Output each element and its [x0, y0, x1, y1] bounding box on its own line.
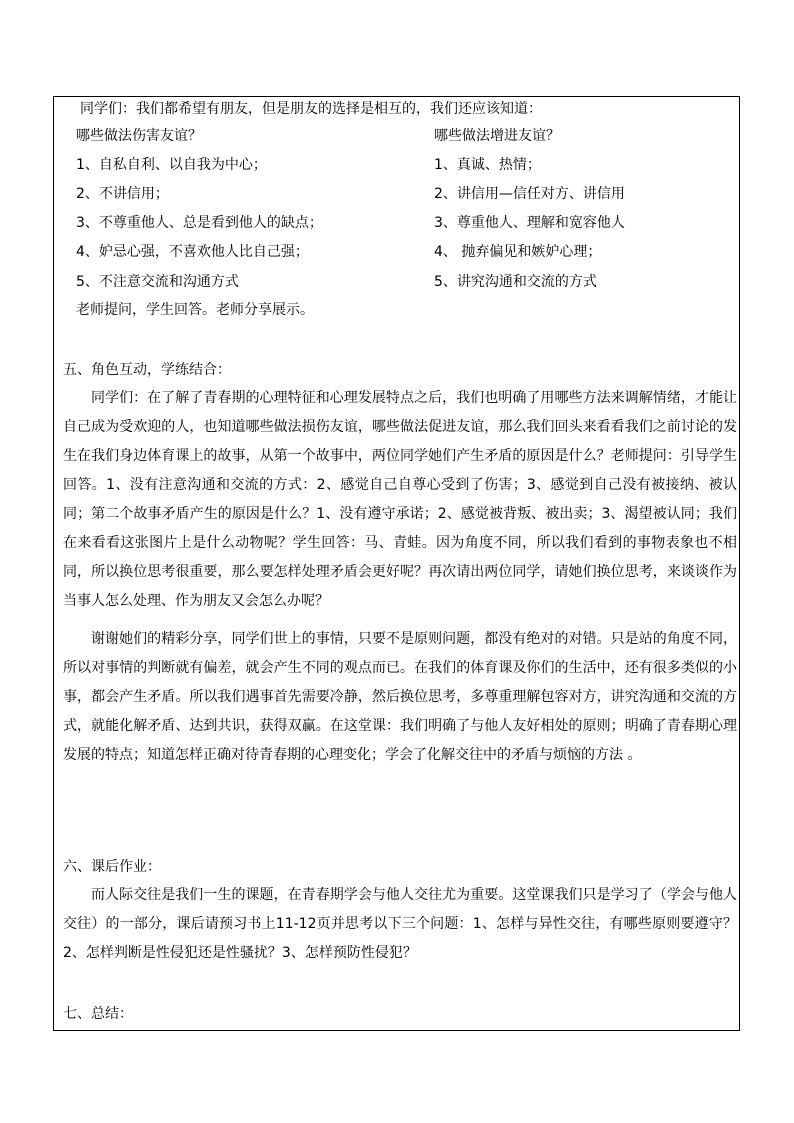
promote-item: 1、真诚、热情； [434, 157, 541, 173]
harm-title: 哪些做法伤害友谊？ [76, 128, 202, 144]
harm-item: 2、不讲信用； [76, 186, 169, 202]
section5-paragraph-1: 同学们：在了解了青春期的心理特征和心理发展特点之后，我们也明确了用哪些方法来调解情绪，才能让自己成为受欢迎的人，也知道哪些做法损伤友谊，哪些做法促进友谊，那么我们回头来看看我们之前讨论的发生在我们身边体育课上的故事，从第一个故事中，两位同学她们产生矛盾的原因是什么？老师提问：引导学生回答。1、没有注意沟通和交流的方式：2、感觉自己自尊心受到了伤害；3、感觉到自己没有被接纳、被认同；第二个故事矛盾产生的原因是什么？1、没有遵守承诺；2、感觉被背叛、被出卖；3、渴望被认同；我们在来看看这张图片上是什么动物呢？学生回答：马、青蛙。因为角度不同，所以我们看到的事物表象也不相同，所以换位思考很重要，那么要怎样处理矛盾会更好呢？再次请出两位同学，请她们换位思考，来谈谈作为当事人怎么处理、作为朋友又会怎么办呢？ [63, 390, 737, 609]
intro-text: 同学们：我们都希望有朋友，但是朋友的选择是相互的，我们还应该知道： [80, 101, 542, 117]
section6-heading: 六、课后作业： [63, 859, 161, 875]
teacher-note: 老师提问，学生回答。老师分享展示。 [76, 302, 314, 318]
promote-item: 2、讲信用—信任对方、讲信用 [434, 186, 625, 202]
harm-item: 4、妒忌心强，不喜欢他人比自己强； [76, 244, 309, 260]
section5-paragraph-2: 谢谢她们的精彩分享，同学们世上的事情，只要不是原则问题，都没有绝对的对错。只是站的角度不同，所以对事情的判断就有偏差，就会产生不同的观点而已。在我们的体育课及你们的生活中，还有很多类似的小事，都会产生矛盾。所以我们遇事首先需要冷静，然后换位思考，多尊重理解包容对方，讲究沟通和交流的方式，就能化解矛盾、达到共识，获得双赢。在这堂课：我们明确了与他人友好相处的原则；明确了青春期心理发展的特点；知道怎样正确对待青春期的心理变化；学会了化解交往中的矛盾与烦恼的方法 。 [63, 631, 737, 763]
harm-item: 1、自私自利、以自我为中心； [76, 157, 267, 173]
section7-heading: 七、总结： [63, 1006, 133, 1022]
promote-item: 4、 抛弃偏见和嫉妒心理； [434, 244, 602, 260]
promote-item: 3、尊重他人、理解和宽容他人 [434, 215, 625, 231]
harm-item: 3、不尊重他人、总是看到他人的缺点； [76, 215, 323, 231]
harm-item: 5、不注意交流和沟通方式 [76, 274, 239, 290]
promote-item: 5、讲究沟通和交流的方式 [434, 274, 597, 290]
section6-paragraph: 而人际交往是我们一生的课题，在青春期学会与他人交往尤为重要。这堂课我们只是学习了（学会与他人交往）的一部分，课后请预习书上11-12页并思考以下三个问题：1、怎样与异性交往，有哪些原则要遵守？ 2、怎样判断是性侵犯还是性骚扰？3、怎样预防性侵犯？ [63, 887, 737, 961]
promote-title: 哪些做法增进友谊？ [434, 128, 560, 144]
section5-heading: 五、角色互动，学练结合： [63, 362, 231, 378]
